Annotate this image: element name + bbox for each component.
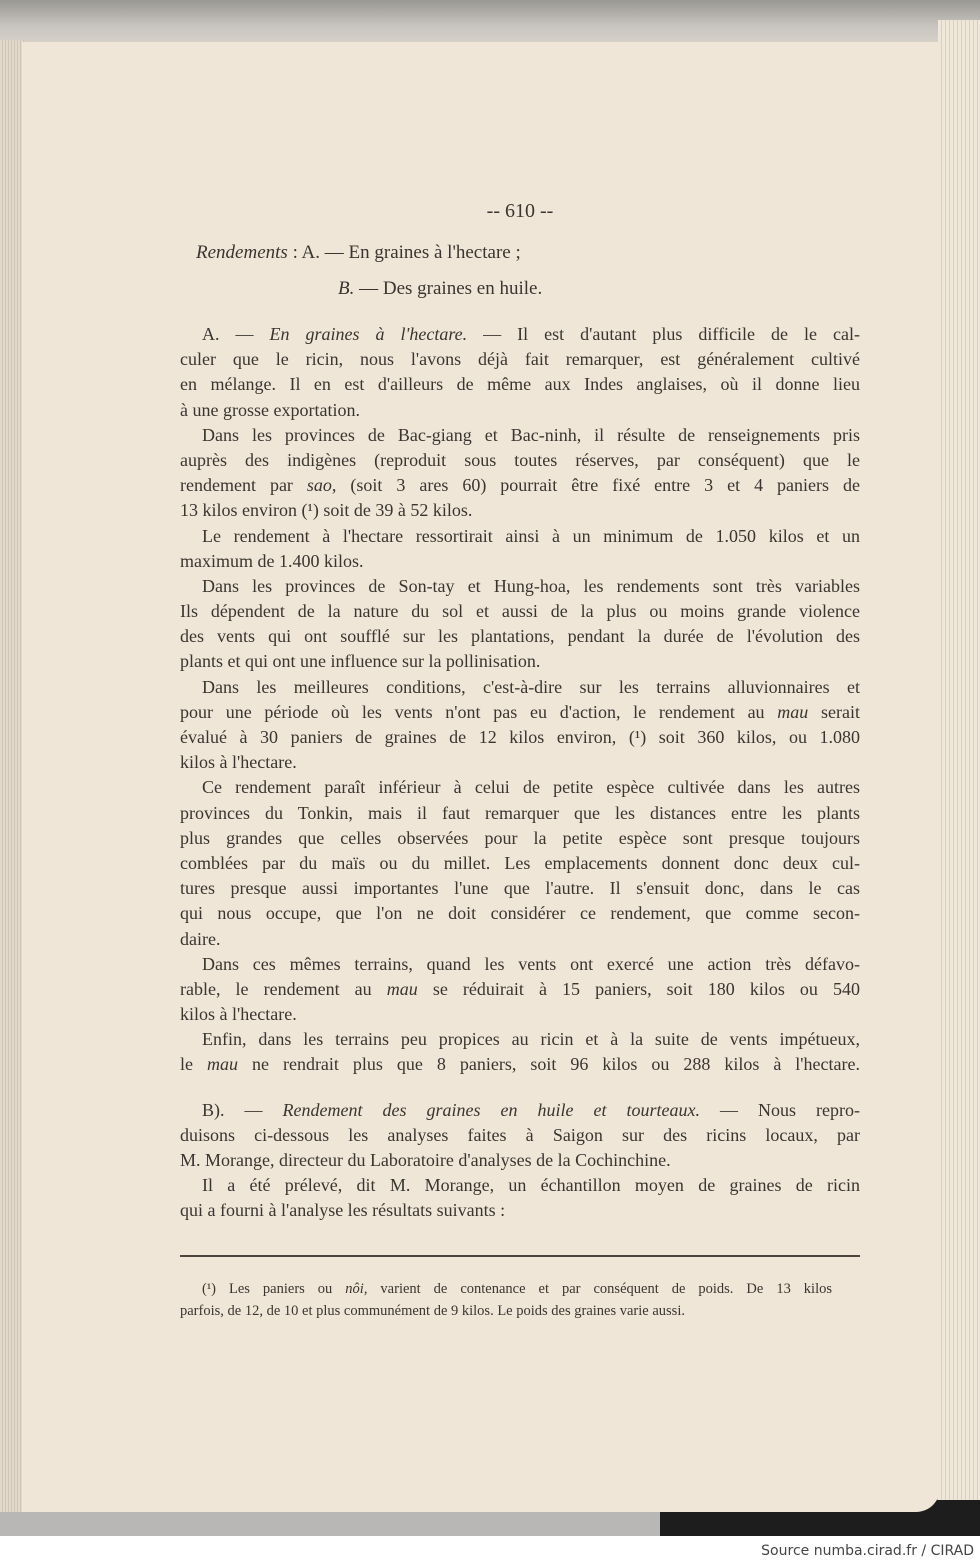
text-run: , varient de contenance et par conséquent de poids. De 13 kilos — [363, 1281, 833, 1297]
text-line — [180, 423, 860, 448]
text-run: , (soit 3 ares 60) pourrait être fixé entre 3 et 4 paniers de — [331, 475, 860, 496]
heading-label: Rendements — [196, 242, 288, 263]
text-run: Enfin, dans les terrains peu propices au ricin et à la suite de vents impétueux, — [202, 1029, 860, 1050]
text-run: se réduirait à 15 paniers, soit 180 kilos ou 540 — [417, 978, 860, 999]
text-line — [180, 1173, 860, 1198]
text-run: (¹) Les paniers ou — [202, 1281, 346, 1297]
text-line — [180, 927, 860, 952]
italic-run: sao — [306, 475, 332, 496]
text-line — [180, 750, 860, 775]
text-run: Ils dépendent de la nature du sol et aussi de la plus ou moins grande violence — [180, 601, 860, 622]
section-heading-b — [338, 278, 542, 300]
text-line — [180, 1198, 860, 1223]
text-run: maximum de 1.400 kilos. — [180, 550, 364, 571]
italic-run: Rendement des graines en huile et tourteaux. — [282, 1099, 700, 1120]
text-run: Le rendement à l'hectare ressortirait ainsi à un minimum de 1.050 kilos et un — [202, 525, 860, 546]
text-run: en mélange. Il en est d'ailleurs de même aux Indes anglaises, où il donne lieu — [180, 374, 860, 395]
text-line — [180, 826, 860, 851]
text-run: plants et qui ont une influence sur la pollinisation. — [180, 651, 541, 672]
text-line — [180, 725, 860, 750]
text-line — [180, 1002, 860, 1027]
footnote-line — [180, 1300, 832, 1322]
text-line — [180, 347, 860, 372]
body-text — [180, 322, 860, 1224]
source-credit: Source numba.cirad.fr / CIRAD — [761, 1543, 974, 1559]
text-line — [180, 322, 860, 347]
text-run: à une grosse exportation. — [180, 399, 360, 420]
text-run: 13 kilos environ (¹) soit de 39 à 52 kilos. — [180, 500, 473, 521]
bottom-margin — [0, 1512, 660, 1536]
text-run: pour une période où les vents n'ont pas eu d'action, le rendement au — [180, 701, 778, 722]
right-page-stack — [938, 20, 980, 1536]
text-run: B). — — [202, 1099, 283, 1120]
italic-run: En graines à l'hectare. — [269, 324, 468, 344]
heading-b-label: B. — [338, 278, 355, 299]
footnote-line — [180, 1278, 832, 1300]
text-line — [180, 498, 860, 523]
text-run: kilos à l'hectare. — [180, 752, 297, 773]
text-run: Il a été prélevé, dit M. Morange, un échantillon moyen de graines de ricin — [202, 1175, 860, 1196]
text-run: Dans les provinces de Bac-giang et Bac-ninh, il résulte de renseignements pris — [202, 424, 860, 445]
text-line — [180, 901, 860, 926]
text-run: auprès des indigènes (reproduit sous toutes réserves, par conséquent) que le — [180, 449, 860, 470]
text-run: — Il est d'autant plus difficile de le cal- — [467, 324, 861, 344]
text-run: des vents qui ont soufflé sur les plantations, pendant la durée de l'évolution des — [180, 626, 860, 647]
text-run: rable, le rendement au — [180, 978, 387, 999]
text-run: le — [180, 1054, 207, 1075]
text-run: ne rendrait plus que 8 paniers, soit 96 kilos ou 288 kilos à l'hectare. — [237, 1054, 860, 1075]
text-run: parfois, de 12, de 10 et plus communément de 9 kilos. Le poids des graines varie aussi. — [180, 1303, 685, 1319]
text-line — [180, 574, 860, 599]
text-line — [180, 624, 860, 649]
text-line — [180, 398, 860, 423]
footnote-rule — [180, 1255, 860, 1257]
page-number: -- 610 -- — [486, 200, 554, 222]
text-line — [180, 775, 860, 800]
text-run: serait — [808, 701, 861, 722]
text-line — [180, 599, 860, 624]
heading-b-text: — Des graines en huile. — [354, 278, 543, 299]
text-run: kilos à l'hectare. — [180, 1004, 297, 1025]
text-run: Ce rendement paraît inférieur à celui de petite espèce cultivée dans les autres — [202, 777, 860, 798]
text-run: culer que le ricin, nous l'avons déjà fait remarquer, est généralement cultivé — [180, 349, 860, 370]
text-run: provinces du Tonkin, mais il faut remarquer que les distances entre les plants — [180, 802, 860, 823]
heading-a-text: : A. — En graines à l'hectare ; — [287, 242, 521, 263]
text-run: qui nous occupe, que l'on ne doit considérer ce rendement, que comme secon- — [180, 903, 860, 924]
text-line — [180, 649, 860, 674]
text-line — [180, 1052, 860, 1077]
book-top-edge — [0, 0, 980, 44]
text-line — [180, 1027, 860, 1052]
text-run: daire. — [180, 928, 221, 949]
text-line — [180, 1098, 860, 1123]
text-run: Dans les meilleures conditions, c'est-à-dire sur les terrains alluvionnaires et — [202, 676, 860, 697]
text-run: plus grandes que celles observées pour la petite espèce sont presque toujours — [180, 827, 860, 848]
text-run: tures presque aussi importantes l'une que l'autre. Il s'ensuit donc, dans le cas — [180, 878, 860, 899]
section-heading-a — [196, 242, 521, 264]
text-line — [180, 1148, 860, 1173]
text-run: qui a fourni à l'analyse les résultats suivants : — [180, 1200, 506, 1221]
text-line — [180, 448, 860, 473]
text-run: Dans les provinces de Son-tay et Hung-hoa, les rendements sont très variables — [202, 575, 860, 596]
text-line — [180, 524, 860, 549]
text-run: rendement par — [180, 475, 307, 496]
footnote — [180, 1278, 832, 1322]
italic-run: mau — [206, 1054, 238, 1075]
text-run: A. — — [202, 324, 270, 344]
text-line — [180, 549, 860, 574]
text-run: duisons ci-dessous les analyses faites à Saigon sur des ricins locaux, par — [180, 1124, 860, 1145]
text-line — [180, 372, 860, 397]
text-run: Dans ces mêmes terrains, quand les vents ont exercé une action très défavo- — [202, 953, 860, 974]
text-line — [180, 473, 860, 498]
text-run: M. Morange, directeur du Laboratoire d'analyses de la Cochinchine. — [180, 1150, 671, 1170]
text-line — [180, 851, 860, 876]
text-run: évalué à 30 paniers de graines de 12 kilos environ, (¹) soit 360 kilos, ou 1.080 — [180, 727, 860, 747]
text-line — [180, 952, 860, 977]
text-line — [180, 876, 860, 901]
text-line — [180, 977, 860, 1002]
paragraph-gap — [180, 1078, 860, 1098]
italic-run: nôi — [345, 1281, 364, 1297]
text-run: comblées par du maïs ou du millet. Les emplacements donnent donc deux cul- — [180, 852, 860, 873]
italic-run: mau — [777, 701, 809, 722]
text-line — [180, 801, 860, 826]
text-line — [180, 1123, 860, 1148]
text-line — [180, 700, 860, 725]
left-page-stack — [0, 40, 24, 1530]
italic-run: mau — [386, 978, 418, 999]
text-run: — Nous repro- — [700, 1099, 861, 1120]
text-line — [180, 675, 860, 700]
